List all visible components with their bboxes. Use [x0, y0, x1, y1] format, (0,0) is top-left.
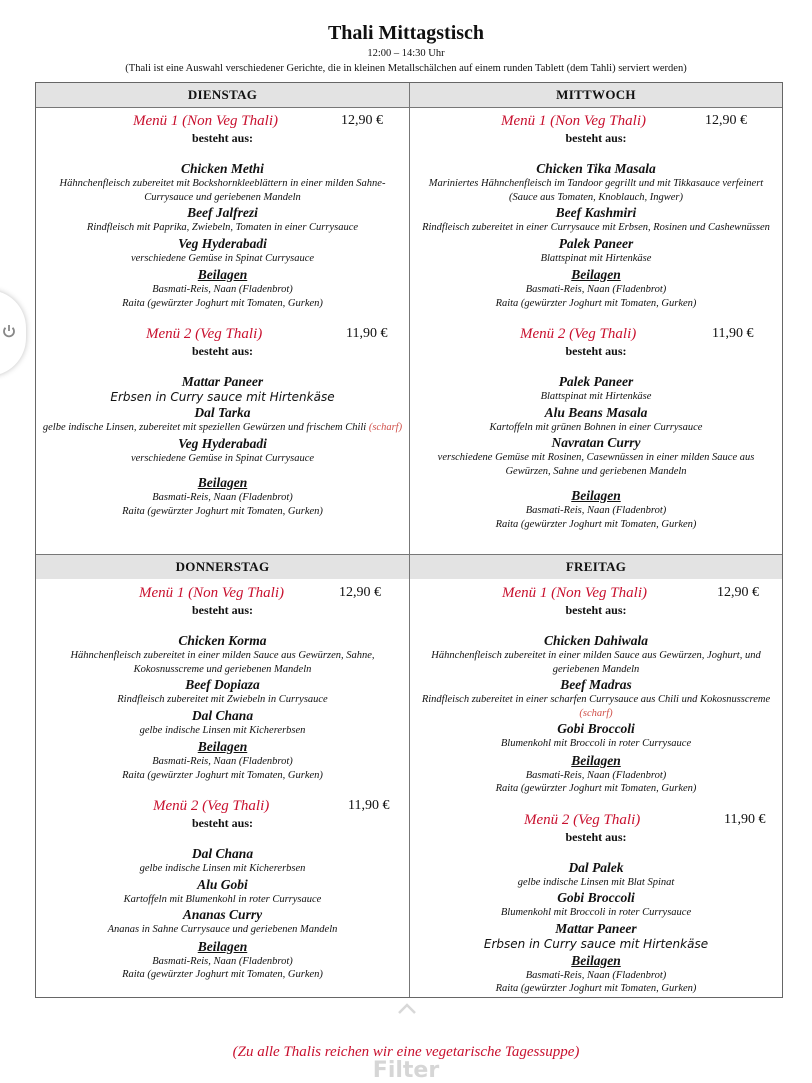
dish-name: Dal Tarka	[194, 405, 251, 420]
menu1-price: 12,90 €	[341, 113, 383, 128]
dish-description-text: gelbe indische Linsen, zubereitet mit speziellen Gewürzen und frischem Chili	[42, 422, 367, 433]
menu1-header	[36, 111, 409, 131]
dish-name: Dal Palek	[568, 859, 624, 875]
dish-name: Chicken Korma	[178, 633, 267, 648]
menu-table	[35, 82, 783, 998]
dish-name: Chicken Dahiwala	[544, 633, 648, 648]
dish-name: Ananas Curry	[182, 907, 263, 922]
dish-description: Hähnchenfleisch zubereitet in einer milden Sauce aus Gewürzen, Joghurt, und geriebenen Mandeln	[431, 650, 761, 675]
side-item: Raita (gewürzter Joghurt mit Tomaten, Gurken)	[495, 983, 697, 994]
sides-heading: Beilagen	[571, 952, 621, 968]
row-divider	[36, 107, 782, 108]
menu1-price: 12,90 €	[705, 113, 747, 128]
menu1-title: Menü 1 (Non Veg Thali)	[139, 585, 284, 601]
menu1-price: 12,90 €	[339, 585, 381, 600]
dish-name: Gobi Broccoli	[557, 721, 635, 736]
menu1-header	[36, 583, 409, 603]
side-item: Raita (gewürzter Joghurt mit Tomaten, Gurken)	[495, 518, 697, 530]
opening-time: 12:00 – 14:30 Uhr	[367, 48, 445, 59]
menu1-subtitle: besteht aus:	[191, 131, 253, 145]
menu2-title: Menü 2 (Veg Thali)	[146, 326, 263, 342]
spicy-label: (scharf)	[368, 422, 403, 433]
dish-name: Navratan Curry	[551, 435, 641, 450]
dish-name: Alu Beans Masala	[544, 404, 648, 420]
menu2-price: 11,90 €	[348, 798, 390, 813]
dish-description-text: Rindfleisch zubereitet in einer scharfen Currysauce aus Chili und Kokosnusscreme	[421, 694, 771, 705]
dish-description: Blattspinat mit Hirtenkäse	[540, 391, 652, 402]
dish-description: Blumenkohl mit Broccoli in roter Currysauce	[500, 738, 692, 749]
side-item: Raita (gewürzter Joghurt mit Tomaten, Gurken)	[122, 505, 323, 517]
soup-note: (Zu alle Thalis reichen wir eine vegetarische Tagessuppe)	[232, 1044, 580, 1060]
side-item: Raita (gewürzter Joghurt mit Tomaten, Gurken)	[122, 969, 323, 980]
dish-description: Kartoffeln mit Blumenkohl in roter Currysauce	[123, 893, 322, 905]
menu1-header	[410, 583, 782, 603]
menu2-price: 11,90 €	[346, 326, 388, 341]
day-cell-freitag	[410, 583, 782, 996]
dish-name: Gobi Broccoli	[557, 890, 635, 905]
menu1-price: 12,90 €	[717, 585, 759, 600]
dish-description: Rindfleisch mit Paprika, Zwiebeln, Tomaten in einer Currysauce	[86, 222, 359, 233]
dish-name: Mattar Paneer	[181, 374, 264, 389]
dish-name: Beef Kashmiri	[555, 205, 637, 220]
sides-heading: Beilagen	[197, 938, 248, 954]
thali-description: (Thali ist eine Auswahl verschiedener Gerichte, die in kleinen Metallschälchen auf einem runden Tablett (dem Tahli) serviert werden)	[125, 63, 687, 74]
menu2-subtitle: besteht aus:	[565, 829, 627, 844]
dish-description: Rindfleisch zubereitet mit Zwiebeln in Currysauce	[117, 694, 328, 705]
side-item: Basmati-Reis, Naan (Fladenbrot)	[152, 492, 293, 503]
sides-heading: Beilagen	[571, 752, 621, 768]
menu1-title: Menü 1 (Non Veg Thali)	[133, 113, 278, 129]
sides-heading: Beilagen	[571, 267, 621, 282]
side-item: Raita (gewürzter Joghurt mit Tomaten, Gurken)	[122, 769, 323, 781]
day-header-donnerstag: DONNERSTAG	[36, 555, 409, 579]
dish-description: gelbe indische Linsen mit Blat Spinat	[517, 876, 675, 888]
dish-description: Blumenkohl mit Broccoli in roter Currysauce	[500, 907, 692, 918]
menu2-subtitle: besteht aus:	[565, 344, 627, 358]
day-header-freitag: FREITAG	[410, 555, 782, 579]
dish-description: Kartoffeln mit grünen Bohnen in einer Currysauce	[489, 421, 703, 433]
dish-name: Mattar Paneer	[555, 920, 637, 936]
dish-description	[410, 693, 782, 720]
side-item: Basmati-Reis, Naan (Fladenbrot)	[152, 955, 293, 967]
side-item: Raita (gewürzter Joghurt mit Tomaten, Gurken)	[495, 783, 697, 794]
dish-description: gelbe indische Linsen mit Kichererbsen	[139, 724, 306, 736]
side-item: Basmati-Reis, Naan (Fladenbrot)	[152, 284, 293, 295]
dish-name: Chicken Methi	[181, 161, 264, 176]
side-item: Raita (gewürzter Joghurt mit Tomaten, Gurken)	[122, 297, 323, 309]
day-header-mittwoch: MITTWOCH	[410, 83, 782, 107]
menu1-title: Menü 1 (Non Veg Thali)	[502, 585, 647, 601]
menu2-title: Menü 2 (Veg Thali)	[520, 326, 637, 342]
menu1-subtitle: besteht aus:	[565, 131, 627, 145]
dish-name: Dal Chana	[191, 707, 254, 723]
side-panel-tab[interactable]	[0, 290, 26, 376]
dish-name: Veg Hyderabadi	[178, 435, 267, 451]
menu2-header	[410, 324, 782, 344]
sides-heading: Beilagen	[197, 475, 248, 490]
dish-description-handwritten: Erbsen in Curry sauce mit Hirtenkäse	[110, 390, 335, 404]
side-item: Raita (gewürzter Joghurt mit Tomaten, Gurken)	[495, 297, 697, 309]
sides-heading: Beilagen	[197, 267, 248, 282]
menu1-title: Menü 1 (Non Veg Thali)	[501, 113, 646, 129]
dish-description: verschiedene Gemüse in Spinat Currysauce	[130, 452, 315, 464]
dish-description: Rindfleisch zubereitet in einer Currysauce mit Erbsen, Rosinen und Cashewnüssen	[422, 222, 770, 233]
menu2-header	[36, 796, 409, 816]
dish-description: Hähnchenfleisch zubereitet mit Bockshornkleeblättern in einer milden Sahne-Currysauce und geriebenen Mandeln	[59, 178, 386, 203]
dish-name: Veg Hyderabadi	[178, 235, 267, 251]
page-title: Thali Mittagstisch	[327, 22, 485, 44]
chevron-up-icon[interactable]	[396, 1002, 418, 1016]
day-cell-mittwoch	[410, 111, 782, 531]
power-icon	[2, 324, 16, 338]
dish-name: Beef Jalfrezi	[187, 205, 258, 220]
dish-description	[36, 421, 409, 435]
side-item: Basmati-Reis, Naan (Fladenbrot)	[525, 969, 667, 981]
day-cell-dienstag	[36, 111, 409, 518]
dish-description: verschiedene Gemüse in Spinat Currysauce	[130, 252, 315, 264]
dish-name: Alu Gobi	[197, 876, 248, 892]
dish-description: Blattspinat mit Hirtenkäse	[540, 252, 652, 264]
menu2-header	[410, 810, 782, 830]
menu2-title: Menü 2 (Veg Thali)	[153, 798, 270, 814]
side-item: Basmati-Reis, Naan (Fladenbrot)	[525, 284, 667, 295]
side-item: Basmati-Reis, Naan (Fladenbrot)	[525, 769, 667, 781]
dish-name: Palek Paneer	[558, 374, 634, 389]
menu2-subtitle: besteht aus:	[191, 816, 253, 830]
sides-heading: Beilagen	[197, 739, 248, 754]
menu2-price: 11,90 €	[724, 811, 766, 827]
dish-description: gelbe indische Linsen mit Kichererbsen	[139, 863, 306, 874]
menu1-header	[410, 111, 782, 131]
sides-heading: Beilagen	[571, 488, 621, 503]
dish-description-handwritten: Erbsen in Curry sauce mit Hirtenkäse	[483, 936, 709, 951]
dish-name: Dal Chana	[191, 846, 254, 861]
day-cell-donnerstag	[36, 583, 409, 982]
menu2-title: Menü 2 (Veg Thali)	[524, 811, 641, 828]
dish-name: Chicken Tika Masala	[536, 161, 656, 176]
dish-description: Hähnchenfleisch zubereitet in einer milden Sauce aus Gewürzen, Sahne, Kokosnusscreme und geriebenen Mandeln	[70, 650, 375, 675]
dish-description: Mariniertes Hähnchenfleisch im Tandoor gegrillt und mit Tikkasauce verfeinert (Sauce aus Tomaten, Knoblauch, Ingwer)	[428, 178, 764, 203]
menu1-subtitle: besteht aus:	[565, 603, 627, 617]
dish-description: Ananas in Sahne Currysauce und geriebenen Mandeln	[107, 924, 338, 935]
menu1-subtitle: besteht aus:	[191, 603, 253, 617]
dish-name: Palek Paneer	[558, 235, 634, 251]
dish-name: Beef Madras	[560, 677, 632, 692]
day-header-dienstag: DIENSTAG	[36, 83, 409, 107]
side-item: Basmati-Reis, Naan (Fladenbrot)	[525, 505, 667, 516]
dish-name: Beef Dopiaza	[185, 677, 260, 692]
spicy-label: (scharf)	[579, 707, 613, 719]
dish-description: verschiedene Gemüse mit Rosinen, Casewnüssen in einer milden Sauce aus Gewürzen, Sahne und geriebenen Mandeln	[437, 452, 755, 477]
menu2-price: 11,90 €	[712, 326, 754, 341]
filter-button[interactable]: Filter	[372, 1058, 440, 1083]
side-item: Basmati-Reis, Naan (Fladenbrot)	[152, 756, 293, 767]
menu2-subtitle: besteht aus:	[191, 344, 253, 358]
menu2-header	[36, 324, 409, 344]
